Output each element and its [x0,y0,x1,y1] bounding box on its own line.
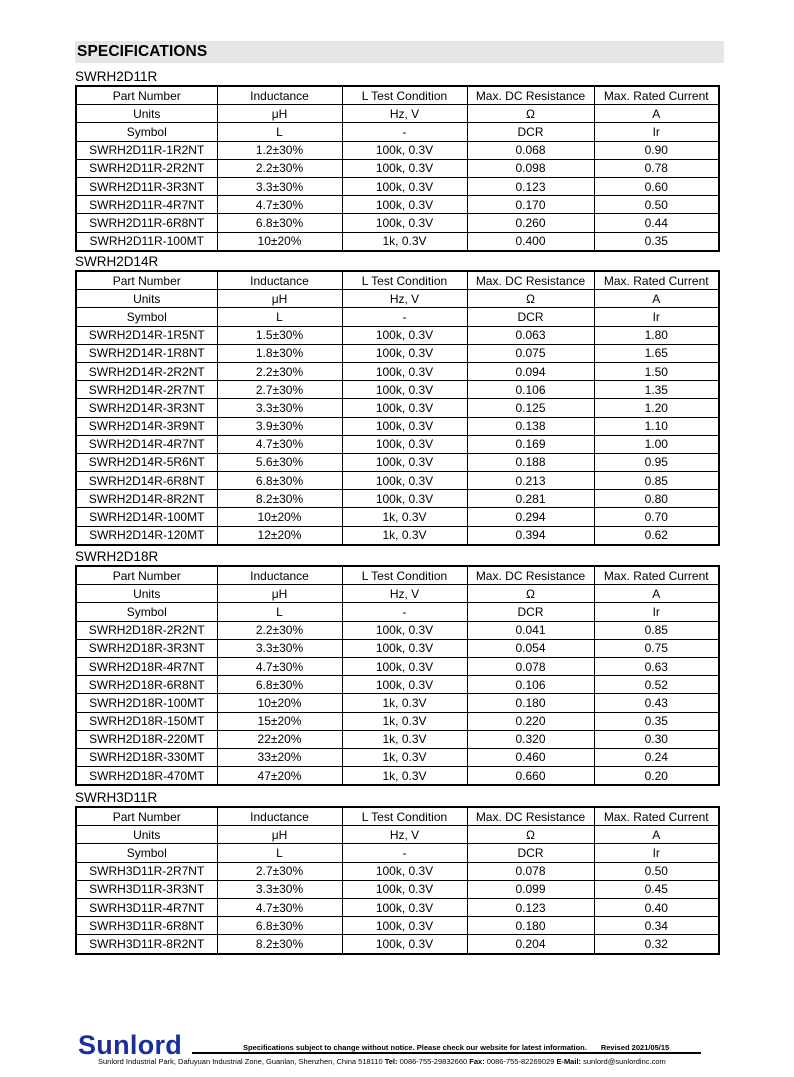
cell-dc-resistance: 0.078 [467,657,594,675]
header-cell-rated-current: Max. Rated Current [594,271,719,290]
cell-part-number: SWRH3D11R-3R3NT [76,880,217,898]
spec-section [75,548,718,786]
table-row [76,214,719,232]
specifications-heading-bar [75,41,724,63]
cell-inductance: 8.2±30% [217,490,342,508]
cell-part-number: SWRH2D14R-120MT [76,526,217,545]
cell-inductance: 5.6±30% [217,453,342,471]
header-cell-test-condition: L Test Condition [342,807,467,826]
cell-rated-current: 0.35 [594,232,719,251]
cell-inductance: 3.3±30% [217,399,342,417]
header-cell-inductance: L [217,603,342,621]
cell-part-number: SWRH2D11R-6R8NT [76,214,217,232]
header-cell-inductance: μH [217,105,342,123]
table-row [76,362,719,380]
table-row [76,399,719,417]
cell-dc-resistance: 0.138 [467,417,594,435]
header-cell-rated-current: Max. Rated Current [594,566,719,585]
header-cell-rated-current: Ir [594,603,719,621]
header-row [76,86,719,105]
table-row [76,917,719,935]
cell-rated-current: 0.32 [594,935,719,954]
header-cell-rated-current: A [594,585,719,603]
cell-dc-resistance: 0.125 [467,399,594,417]
cell-dc-resistance: 0.460 [467,748,594,766]
cell-inductance: 3.3±30% [217,880,342,898]
header-cell-dc-resistance: DCR [467,123,594,141]
header-cell-rated-current: Ir [594,123,719,141]
cell-rated-current: 0.75 [594,639,719,657]
cell-rated-current: 1.80 [594,326,719,344]
cell-dc-resistance: 0.204 [467,935,594,954]
cell-dc-resistance: 0.054 [467,639,594,657]
spec-table [75,806,720,955]
cell-inductance: 2.7±30% [217,862,342,880]
cell-test-condition: 100k, 0.3V [342,177,467,195]
cell-test-condition: 100k, 0.3V [342,490,467,508]
cell-inductance: 2.2±30% [217,159,342,177]
header-cell-dc-resistance: DCR [467,308,594,326]
header-cell-part-number: Part Number [76,566,217,585]
header-cell-test-condition: L Test Condition [342,271,467,290]
cell-test-condition: 100k, 0.3V [342,453,467,471]
cell-test-condition: 1k, 0.3V [342,694,467,712]
cell-inductance: 6.8±30% [217,214,342,232]
cell-rated-current: 0.50 [594,196,719,214]
table-row [76,880,719,898]
table-row [76,196,719,214]
section-title: SWRH2D14R [75,254,159,269]
cell-rated-current: 0.43 [594,694,719,712]
cell-inductance: 1.2±30% [217,141,342,159]
cell-inductance: 8.2±30% [217,935,342,954]
cell-rated-current: 1.20 [594,399,719,417]
cell-test-condition: 100k, 0.3V [342,214,467,232]
cell-dc-resistance: 0.180 [467,917,594,935]
cell-dc-resistance: 0.220 [467,712,594,730]
cell-inductance: 6.8±30% [217,676,342,694]
cell-test-condition: 100k, 0.3V [342,898,467,916]
table-row [76,935,719,954]
cell-part-number: SWRH2D18R-6R8NT [76,676,217,694]
fax-label: Fax: [469,1057,485,1066]
cell-test-condition: 100k, 0.3V [342,621,467,639]
cell-part-number: SWRH2D18R-100MT [76,694,217,712]
table-row [76,898,719,916]
tel-label: Tel: [384,1057,398,1066]
cell-rated-current: 0.20 [594,767,719,786]
cell-test-condition: 100k, 0.3V [342,344,467,362]
cell-dc-resistance: 0.041 [467,621,594,639]
cell-dc-resistance: 0.063 [467,326,594,344]
header-cell-inductance: μH [217,290,342,308]
cell-dc-resistance: 0.294 [467,508,594,526]
cell-dc-resistance: 0.068 [467,141,594,159]
revision-date: Revised 2021/05/15 [600,1043,670,1052]
table-row [76,712,719,730]
table-row [76,326,719,344]
cell-rated-current: 0.90 [594,141,719,159]
cell-part-number: SWRH2D18R-2R2NT [76,621,217,639]
cell-inductance: 6.8±30% [217,917,342,935]
header-cell-test-condition: L Test Condition [342,566,467,585]
cell-inductance: 1.5±30% [217,326,342,344]
cell-inductance: 10±20% [217,232,342,251]
header-row [76,844,719,862]
cell-test-condition: 1k, 0.3V [342,767,467,786]
cell-test-condition: 100k, 0.3V [342,326,467,344]
table-row [76,417,719,435]
table-row [76,177,719,195]
cell-test-condition: 100k, 0.3V [342,880,467,898]
header-cell-test-condition: - [342,844,467,862]
cell-test-condition: 1k, 0.3V [342,526,467,545]
header-row [76,105,719,123]
cell-dc-resistance: 0.078 [467,862,594,880]
cell-part-number: SWRH2D14R-1R8NT [76,344,217,362]
page-footer [75,1030,715,1070]
header-cell-inductance: L [217,844,342,862]
footer-notice [243,1043,669,1052]
cell-test-condition: 100k, 0.3V [342,917,467,935]
header-cell-part-number: Symbol [76,123,217,141]
cell-rated-current: 0.24 [594,748,719,766]
cell-part-number: SWRH2D14R-3R9NT [76,417,217,435]
header-cell-dc-resistance: Ω [467,290,594,308]
cell-part-number: SWRH2D14R-2R7NT [76,381,217,399]
cell-dc-resistance: 0.169 [467,435,594,453]
cell-test-condition: 100k, 0.3V [342,676,467,694]
header-cell-rated-current: Max. Rated Current [594,86,719,105]
table-row [76,435,719,453]
cell-part-number: SWRH2D14R-6R8NT [76,472,217,490]
cell-inductance: 4.7±30% [217,898,342,916]
cell-part-number: SWRH2D11R-4R7NT [76,196,217,214]
cell-part-number: SWRH2D11R-100MT [76,232,217,251]
cell-part-number: SWRH2D18R-4R7NT [76,657,217,675]
header-cell-dc-resistance: Ω [467,105,594,123]
spec-table [75,565,720,786]
spec-section [75,253,718,546]
header-cell-rated-current: Ir [594,844,719,862]
table-row [76,232,719,251]
page-title: SPECIFICATIONS [77,43,208,60]
cell-rated-current: 0.78 [594,159,719,177]
header-cell-dc-resistance: DCR [467,603,594,621]
cell-dc-resistance: 0.400 [467,232,594,251]
cell-rated-current: 0.50 [594,862,719,880]
header-cell-inductance: Inductance [217,566,342,585]
cell-rated-current: 0.44 [594,214,719,232]
cell-rated-current: 0.80 [594,490,719,508]
table-row [76,453,719,471]
header-cell-part-number: Symbol [76,844,217,862]
cell-inductance: 2.2±30% [217,362,342,380]
cell-dc-resistance: 0.106 [467,381,594,399]
header-cell-test-condition: - [342,308,467,326]
cell-rated-current: 1.10 [594,417,719,435]
table-row [76,621,719,639]
cell-dc-resistance: 0.098 [467,159,594,177]
cell-inductance: 3.9±30% [217,417,342,435]
header-cell-inductance: Inductance [217,271,342,290]
header-row [76,308,719,326]
cell-dc-resistance: 0.123 [467,177,594,195]
cell-rated-current: 0.60 [594,177,719,195]
table-row [76,381,719,399]
cell-part-number: SWRH2D11R-2R2NT [76,159,217,177]
header-cell-dc-resistance: Max. DC Resistance [467,86,594,105]
cell-rated-current: 1.35 [594,381,719,399]
cell-dc-resistance: 0.170 [467,196,594,214]
cell-rated-current: 0.35 [594,712,719,730]
cell-rated-current: 1.00 [594,435,719,453]
header-cell-inductance: μH [217,826,342,844]
cell-part-number: SWRH2D14R-5R6NT [76,453,217,471]
email-label: E-Mail: [556,1057,582,1066]
header-cell-dc-resistance: Ω [467,826,594,844]
cell-inductance: 33±20% [217,748,342,766]
cell-inductance: 4.7±30% [217,657,342,675]
cell-dc-resistance: 0.123 [467,898,594,916]
cell-part-number: SWRH3D11R-2R7NT [76,862,217,880]
header-row [76,585,719,603]
cell-rated-current: 0.62 [594,526,719,545]
cell-part-number: SWRH3D11R-8R2NT [76,935,217,954]
table-row [76,862,719,880]
cell-rated-current: 0.34 [594,917,719,935]
cell-test-condition: 100k, 0.3V [342,141,467,159]
cell-part-number: SWRH3D11R-4R7NT [76,898,217,916]
cell-part-number: SWRH2D11R-3R3NT [76,177,217,195]
spec-table [75,270,720,546]
table-row [76,748,719,766]
table-row [76,526,719,545]
cell-test-condition: 1k, 0.3V [342,730,467,748]
cell-dc-resistance: 0.180 [467,694,594,712]
cell-inductance: 2.7±30% [217,381,342,399]
header-cell-part-number: Symbol [76,308,217,326]
cell-inductance: 22±20% [217,730,342,748]
header-cell-part-number: Units [76,105,217,123]
cell-inductance: 12±20% [217,526,342,545]
cell-rated-current: 0.85 [594,621,719,639]
cell-part-number: SWRH2D11R-1R2NT [76,141,217,159]
header-cell-test-condition: L Test Condition [342,86,467,105]
brand-logo: Sunlord [78,1030,183,1060]
cell-rated-current: 0.52 [594,676,719,694]
header-cell-dc-resistance: Ω [467,585,594,603]
header-cell-rated-current: A [594,290,719,308]
header-cell-part-number: Part Number [76,807,217,826]
table-row [76,767,719,786]
cell-part-number: SWRH2D18R-220MT [76,730,217,748]
cell-rated-current: 1.50 [594,362,719,380]
section-title: SWRH3D11R [75,790,158,805]
cell-part-number: SWRH2D14R-100MT [76,508,217,526]
cell-inductance: 3.3±30% [217,639,342,657]
cell-test-condition: 100k, 0.3V [342,935,467,954]
cell-inductance: 2.2±30% [217,621,342,639]
cell-part-number: SWRH2D14R-4R7NT [76,435,217,453]
header-cell-rated-current: A [594,826,719,844]
header-cell-inductance: Inductance [217,807,342,826]
cell-inductance: 15±20% [217,712,342,730]
header-cell-part-number: Units [76,290,217,308]
cell-part-number: SWRH2D14R-8R2NT [76,490,217,508]
cell-dc-resistance: 0.075 [467,344,594,362]
table-row [76,159,719,177]
footer-divider [192,1052,701,1054]
cell-inductance: 10±20% [217,508,342,526]
section-title: SWRH2D18R [75,549,159,564]
table-row [76,676,719,694]
header-cell-inductance: L [217,123,342,141]
table-row [76,472,719,490]
header-cell-part-number: Units [76,826,217,844]
cell-test-condition: 100k, 0.3V [342,362,467,380]
cell-rated-current: 0.70 [594,508,719,526]
header-cell-rated-current: Max. Rated Current [594,807,719,826]
cell-test-condition: 1k, 0.3V [342,508,467,526]
header-cell-inductance: μH [217,585,342,603]
header-cell-test-condition: Hz, V [342,105,467,123]
cell-dc-resistance: 0.099 [467,880,594,898]
header-row [76,123,719,141]
cell-test-condition: 100k, 0.3V [342,657,467,675]
cell-inductance: 4.7±30% [217,435,342,453]
cell-test-condition: 100k, 0.3V [342,417,467,435]
cell-dc-resistance: 0.094 [467,362,594,380]
cell-test-condition: 100k, 0.3V [342,472,467,490]
header-cell-rated-current: A [594,105,719,123]
spec-section [75,789,718,955]
cell-inductance: 1.8±30% [217,344,342,362]
cell-rated-current: 0.40 [594,898,719,916]
cell-rated-current: 0.63 [594,657,719,675]
header-cell-test-condition: - [342,123,467,141]
header-cell-part-number: Part Number [76,86,217,105]
header-cell-dc-resistance: Max. DC Resistance [467,271,594,290]
header-row [76,807,719,826]
cell-part-number: SWRH2D18R-150MT [76,712,217,730]
section-title: SWRH2D11R [75,69,158,84]
table-row [76,141,719,159]
cell-part-number: SWRH2D14R-2R2NT [76,362,217,380]
cell-rated-current: 0.85 [594,472,719,490]
cell-dc-resistance: 0.260 [467,214,594,232]
cell-inductance: 3.3±30% [217,177,342,195]
cell-test-condition: 100k, 0.3V [342,196,467,214]
cell-inductance: 10±20% [217,694,342,712]
header-cell-part-number: Symbol [76,603,217,621]
header-row [76,603,719,621]
cell-part-number: SWRH2D18R-3R3NT [76,639,217,657]
spec-section [75,68,718,252]
cell-dc-resistance: 0.281 [467,490,594,508]
table-row [76,639,719,657]
cell-rated-current: 0.95 [594,453,719,471]
header-row [76,271,719,290]
cell-dc-resistance: 0.188 [467,453,594,471]
table-row [76,344,719,362]
cell-dc-resistance: 0.320 [467,730,594,748]
header-cell-dc-resistance: Max. DC Resistance [467,807,594,826]
cell-part-number: SWRH3D11R-6R8NT [76,917,217,935]
cell-rated-current: 0.30 [594,730,719,748]
table-row [76,508,719,526]
header-cell-dc-resistance: Max. DC Resistance [467,566,594,585]
cell-part-number: SWRH2D14R-3R3NT [76,399,217,417]
table-row [76,694,719,712]
cell-dc-resistance: 0.394 [467,526,594,545]
header-row [76,826,719,844]
header-row [76,566,719,585]
cell-test-condition: 1k, 0.3V [342,232,467,251]
fax-number: 0086-755-82269029 [486,1057,555,1066]
cell-rated-current: 1.65 [594,344,719,362]
cell-test-condition: 100k, 0.3V [342,862,467,880]
header-row [76,290,719,308]
notice-text: Specifications subject to change without notice. Please check our website for latest information. [243,1043,587,1052]
cell-test-condition: 100k, 0.3V [342,435,467,453]
cell-dc-resistance: 0.213 [467,472,594,490]
header-cell-rated-current: Ir [594,308,719,326]
table-row [76,490,719,508]
header-cell-inductance: Inductance [217,86,342,105]
cell-part-number: SWRH2D14R-1R5NT [76,326,217,344]
tel-number: 0086-755-29832660 [399,1057,468,1066]
cell-test-condition: 100k, 0.3V [342,399,467,417]
spec-table [75,85,720,252]
cell-inductance: 4.7±30% [217,196,342,214]
header-cell-part-number: Units [76,585,217,603]
cell-inductance: 47±20% [217,767,342,786]
table-row [76,657,719,675]
footer-address [98,1057,666,1066]
cell-test-condition: 100k, 0.3V [342,381,467,399]
header-cell-test-condition: Hz, V [342,826,467,844]
cell-dc-resistance: 0.106 [467,676,594,694]
header-cell-test-condition: - [342,603,467,621]
email-address: sunlord@sunlordinc.com [583,1057,666,1066]
cell-test-condition: 100k, 0.3V [342,639,467,657]
cell-rated-current: 0.45 [594,880,719,898]
cell-test-condition: 100k, 0.3V [342,159,467,177]
cell-part-number: SWRH2D18R-470MT [76,767,217,786]
cell-test-condition: 1k, 0.3V [342,712,467,730]
table-row [76,730,719,748]
address-text: Sunlord Industrial Park, Dafuyuan Industrial Zone, Guanlan, Shenzhen, China 518110 [98,1057,383,1066]
cell-test-condition: 1k, 0.3V [342,748,467,766]
header-cell-inductance: L [217,308,342,326]
header-cell-test-condition: Hz, V [342,290,467,308]
cell-part-number: SWRH2D18R-330MT [76,748,217,766]
header-cell-test-condition: Hz, V [342,585,467,603]
header-cell-dc-resistance: DCR [467,844,594,862]
header-cell-part-number: Part Number [76,271,217,290]
cell-dc-resistance: 0.660 [467,767,594,786]
cell-inductance: 6.8±30% [217,472,342,490]
